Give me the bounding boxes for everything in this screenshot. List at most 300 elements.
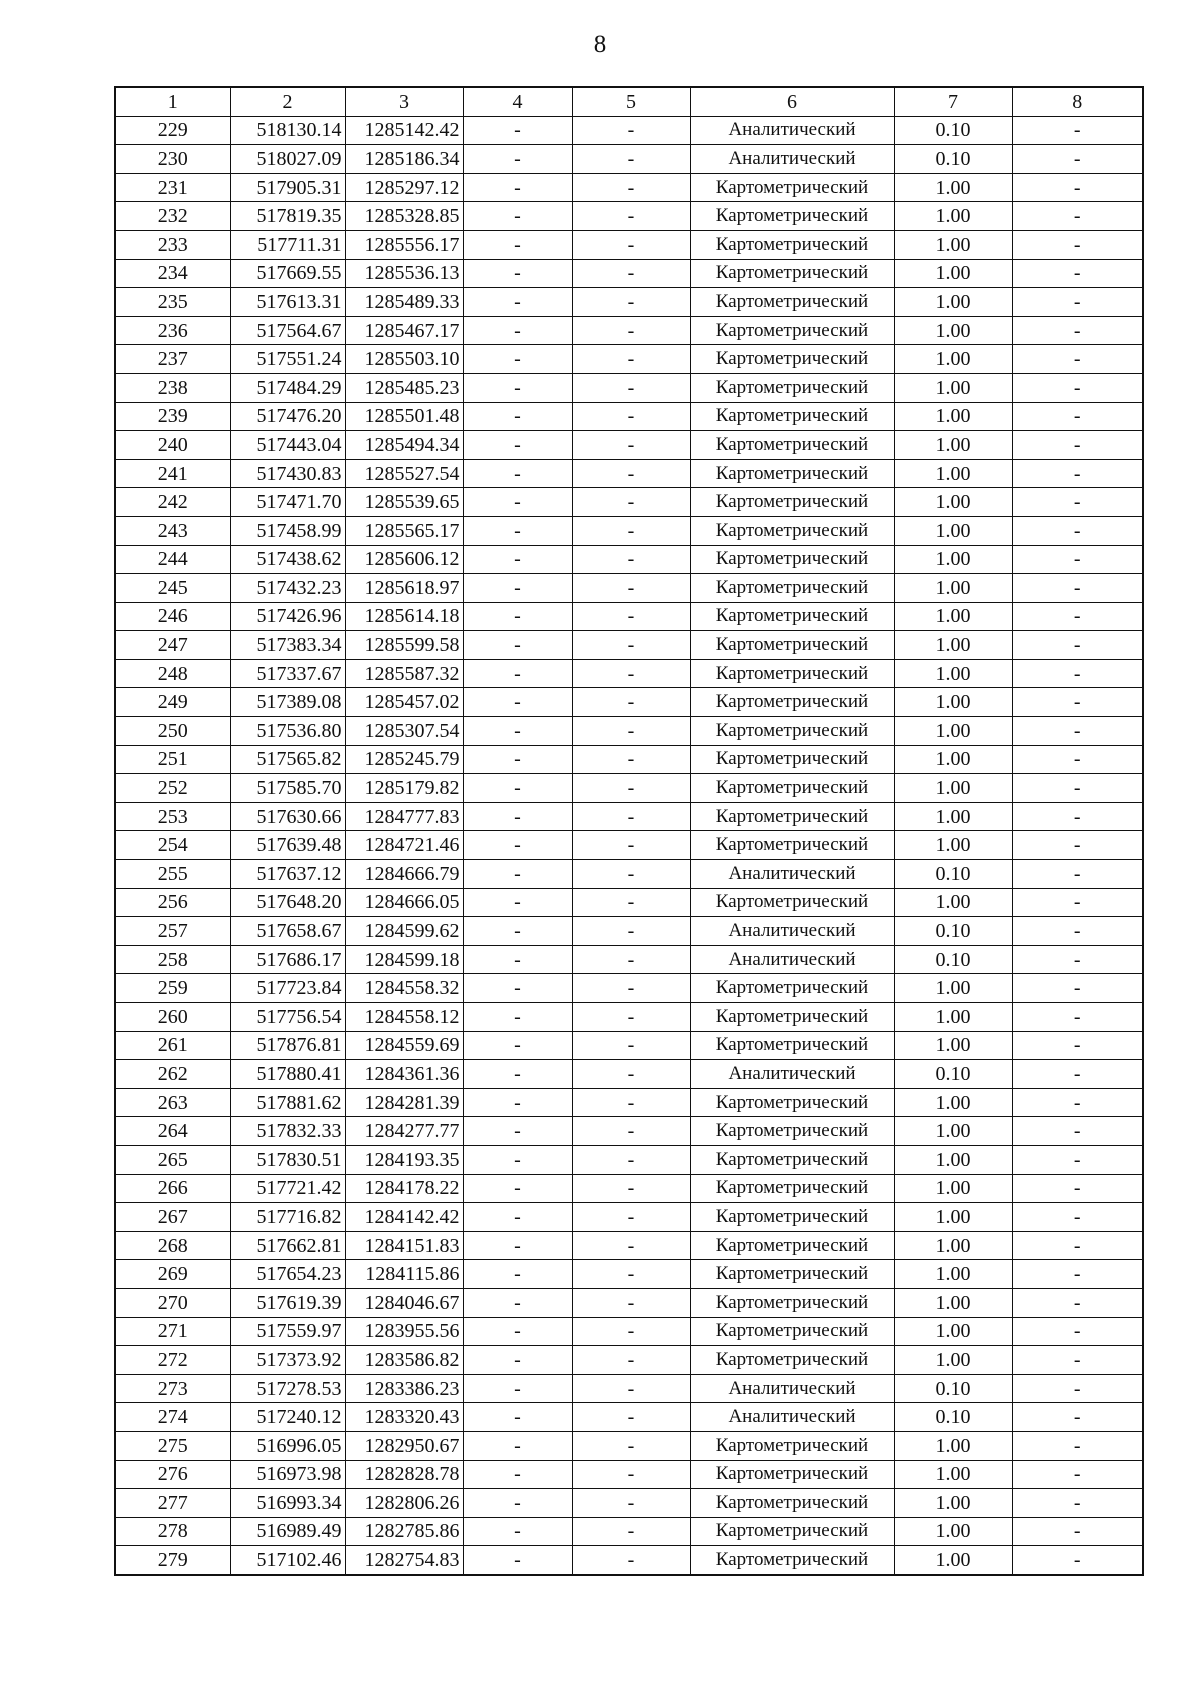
accuracy-cell: 1.00 bbox=[894, 802, 1012, 831]
accuracy-cell: 0.10 bbox=[894, 945, 1012, 974]
point-number-cell: 274 bbox=[115, 1403, 230, 1432]
method-cell: Картометрический bbox=[690, 1145, 894, 1174]
column-5-cell: - bbox=[572, 545, 690, 574]
table-row bbox=[115, 1117, 1143, 1146]
accuracy-cell: 0.10 bbox=[894, 116, 1012, 145]
method-cell: Картометрический bbox=[690, 888, 894, 917]
table-row bbox=[115, 1174, 1143, 1203]
method-cell: Картометрический bbox=[690, 574, 894, 603]
y-coordinate-cell: 1284277.77 bbox=[345, 1117, 463, 1146]
point-number-cell: 279 bbox=[115, 1546, 230, 1575]
point-number-cell: 230 bbox=[115, 145, 230, 174]
point-number-cell: 247 bbox=[115, 631, 230, 660]
method-cell: Картометрический bbox=[690, 316, 894, 345]
accuracy-cell: 1.00 bbox=[894, 402, 1012, 431]
column-header: 4 bbox=[463, 87, 572, 116]
table-row bbox=[115, 1460, 1143, 1489]
method-cell: Картометрический bbox=[690, 459, 894, 488]
method-cell: Аналитический bbox=[690, 1374, 894, 1403]
column-4-cell: - bbox=[463, 345, 572, 374]
point-number-cell: 237 bbox=[115, 345, 230, 374]
point-number-cell: 258 bbox=[115, 945, 230, 974]
column-4-cell: - bbox=[463, 373, 572, 402]
y-coordinate-cell: 1285142.42 bbox=[345, 116, 463, 145]
method-cell: Картометрический bbox=[690, 717, 894, 746]
column-8-cell: - bbox=[1012, 173, 1143, 202]
column-8-cell: - bbox=[1012, 1517, 1143, 1546]
column-5-cell: - bbox=[572, 1317, 690, 1346]
point-number-cell: 244 bbox=[115, 545, 230, 574]
header-row bbox=[115, 87, 1143, 116]
x-coordinate-cell: 517484.29 bbox=[230, 373, 345, 402]
column-5-cell: - bbox=[572, 745, 690, 774]
x-coordinate-cell: 517389.08 bbox=[230, 688, 345, 717]
x-coordinate-cell: 517458.99 bbox=[230, 516, 345, 545]
method-cell: Картометрический bbox=[690, 1203, 894, 1232]
column-4-cell: - bbox=[463, 1203, 572, 1232]
column-8-cell: - bbox=[1012, 1003, 1143, 1032]
column-8-cell: - bbox=[1012, 974, 1143, 1003]
column-8-cell: - bbox=[1012, 402, 1143, 431]
accuracy-cell: 1.00 bbox=[894, 1117, 1012, 1146]
column-4-cell: - bbox=[463, 516, 572, 545]
accuracy-cell: 1.00 bbox=[894, 659, 1012, 688]
y-coordinate-cell: 1285565.17 bbox=[345, 516, 463, 545]
method-cell: Аналитический bbox=[690, 945, 894, 974]
column-8-cell: - bbox=[1012, 1546, 1143, 1575]
column-4-cell: - bbox=[463, 1088, 572, 1117]
accuracy-cell: 1.00 bbox=[894, 1460, 1012, 1489]
table-row bbox=[115, 1346, 1143, 1375]
method-cell: Аналитический bbox=[690, 116, 894, 145]
accuracy-cell: 1.00 bbox=[894, 316, 1012, 345]
table-row bbox=[115, 516, 1143, 545]
column-4-cell: - bbox=[463, 1546, 572, 1575]
x-coordinate-cell: 517881.62 bbox=[230, 1088, 345, 1117]
method-cell: Картометрический bbox=[690, 1031, 894, 1060]
column-4-cell: - bbox=[463, 1403, 572, 1432]
column-8-cell: - bbox=[1012, 831, 1143, 860]
column-8-cell: - bbox=[1012, 1088, 1143, 1117]
y-coordinate-cell: 1285606.12 bbox=[345, 545, 463, 574]
accuracy-cell: 1.00 bbox=[894, 974, 1012, 1003]
column-header: 3 bbox=[345, 87, 463, 116]
column-5-cell: - bbox=[572, 316, 690, 345]
column-4-cell: - bbox=[463, 1489, 572, 1518]
column-8-cell: - bbox=[1012, 1460, 1143, 1489]
column-4-cell: - bbox=[463, 888, 572, 917]
table-row bbox=[115, 1145, 1143, 1174]
x-coordinate-cell: 517432.23 bbox=[230, 574, 345, 603]
x-coordinate-cell: 517471.70 bbox=[230, 488, 345, 517]
y-coordinate-cell: 1284115.86 bbox=[345, 1260, 463, 1289]
table-row bbox=[115, 1546, 1143, 1575]
x-coordinate-cell: 517613.31 bbox=[230, 288, 345, 317]
point-number-cell: 245 bbox=[115, 574, 230, 603]
column-4-cell: - bbox=[463, 1145, 572, 1174]
x-coordinate-cell: 517711.31 bbox=[230, 230, 345, 259]
column-4-cell: - bbox=[463, 1288, 572, 1317]
column-8-cell: - bbox=[1012, 288, 1143, 317]
accuracy-cell: 1.00 bbox=[894, 602, 1012, 631]
table-row bbox=[115, 974, 1143, 1003]
y-coordinate-cell: 1282950.67 bbox=[345, 1431, 463, 1460]
y-coordinate-cell: 1284666.79 bbox=[345, 860, 463, 889]
accuracy-cell: 1.00 bbox=[894, 288, 1012, 317]
method-cell: Картометрический bbox=[690, 202, 894, 231]
column-8-cell: - bbox=[1012, 431, 1143, 460]
accuracy-cell: 1.00 bbox=[894, 202, 1012, 231]
table-row bbox=[115, 345, 1143, 374]
y-coordinate-cell: 1284361.36 bbox=[345, 1060, 463, 1089]
x-coordinate-cell: 517686.17 bbox=[230, 945, 345, 974]
x-coordinate-cell: 516973.98 bbox=[230, 1460, 345, 1489]
column-header: 6 bbox=[690, 87, 894, 116]
table-row bbox=[115, 945, 1143, 974]
point-number-cell: 242 bbox=[115, 488, 230, 517]
accuracy-cell: 1.00 bbox=[894, 888, 1012, 917]
y-coordinate-cell: 1284599.18 bbox=[345, 945, 463, 974]
y-coordinate-cell: 1284558.32 bbox=[345, 974, 463, 1003]
table-row bbox=[115, 173, 1143, 202]
x-coordinate-cell: 517551.24 bbox=[230, 345, 345, 374]
accuracy-cell: 0.10 bbox=[894, 1060, 1012, 1089]
column-4-cell: - bbox=[463, 860, 572, 889]
method-cell: Картометрический bbox=[690, 345, 894, 374]
y-coordinate-cell: 1283586.82 bbox=[345, 1346, 463, 1375]
column-8-cell: - bbox=[1012, 945, 1143, 974]
point-number-cell: 249 bbox=[115, 688, 230, 717]
y-coordinate-cell: 1284281.39 bbox=[345, 1088, 463, 1117]
column-8-cell: - bbox=[1012, 1489, 1143, 1518]
column-8-cell: - bbox=[1012, 1117, 1143, 1146]
accuracy-cell: 0.10 bbox=[894, 917, 1012, 946]
column-4-cell: - bbox=[463, 1431, 572, 1460]
x-coordinate-cell: 517830.51 bbox=[230, 1145, 345, 1174]
accuracy-cell: 1.00 bbox=[894, 574, 1012, 603]
point-number-cell: 256 bbox=[115, 888, 230, 917]
y-coordinate-cell: 1285599.58 bbox=[345, 631, 463, 660]
accuracy-cell: 1.00 bbox=[894, 459, 1012, 488]
column-8-cell: - bbox=[1012, 1060, 1143, 1089]
column-5-cell: - bbox=[572, 1403, 690, 1432]
method-cell: Картометрический bbox=[690, 373, 894, 402]
x-coordinate-cell: 517426.96 bbox=[230, 602, 345, 631]
column-8-cell: - bbox=[1012, 373, 1143, 402]
method-cell: Аналитический bbox=[690, 1060, 894, 1089]
column-8-cell: - bbox=[1012, 1174, 1143, 1203]
y-coordinate-cell: 1285328.85 bbox=[345, 202, 463, 231]
method-cell: Картометрический bbox=[690, 230, 894, 259]
y-coordinate-cell: 1284193.35 bbox=[345, 1145, 463, 1174]
column-8-cell: - bbox=[1012, 1231, 1143, 1260]
accuracy-cell: 1.00 bbox=[894, 545, 1012, 574]
column-5-cell: - bbox=[572, 1003, 690, 1032]
y-coordinate-cell: 1284777.83 bbox=[345, 802, 463, 831]
accuracy-cell: 1.00 bbox=[894, 488, 1012, 517]
y-coordinate-cell: 1285556.17 bbox=[345, 230, 463, 259]
column-8-cell: - bbox=[1012, 545, 1143, 574]
column-5-cell: - bbox=[572, 145, 690, 174]
accuracy-cell: 1.00 bbox=[894, 1346, 1012, 1375]
column-5-cell: - bbox=[572, 1260, 690, 1289]
y-coordinate-cell: 1282828.78 bbox=[345, 1460, 463, 1489]
accuracy-cell: 1.00 bbox=[894, 431, 1012, 460]
column-5-cell: - bbox=[572, 1145, 690, 1174]
x-coordinate-cell: 517716.82 bbox=[230, 1203, 345, 1232]
method-cell: Картометрический bbox=[690, 1088, 894, 1117]
column-8-cell: - bbox=[1012, 917, 1143, 946]
method-cell: Картометрический bbox=[690, 1260, 894, 1289]
column-4-cell: - bbox=[463, 488, 572, 517]
column-4-cell: - bbox=[463, 717, 572, 746]
table-row bbox=[115, 545, 1143, 574]
x-coordinate-cell: 517658.67 bbox=[230, 917, 345, 946]
y-coordinate-cell: 1283386.23 bbox=[345, 1374, 463, 1403]
accuracy-cell: 1.00 bbox=[894, 230, 1012, 259]
point-number-cell: 252 bbox=[115, 774, 230, 803]
column-4-cell: - bbox=[463, 459, 572, 488]
column-8-cell: - bbox=[1012, 745, 1143, 774]
y-coordinate-cell: 1285297.12 bbox=[345, 173, 463, 202]
accuracy-cell: 1.00 bbox=[894, 1174, 1012, 1203]
x-coordinate-cell: 517240.12 bbox=[230, 1403, 345, 1432]
accuracy-cell: 1.00 bbox=[894, 1145, 1012, 1174]
column-8-cell: - bbox=[1012, 202, 1143, 231]
method-cell: Картометрический bbox=[690, 1346, 894, 1375]
y-coordinate-cell: 1285618.97 bbox=[345, 574, 463, 603]
column-4-cell: - bbox=[463, 1060, 572, 1089]
column-5-cell: - bbox=[572, 488, 690, 517]
y-coordinate-cell: 1285501.48 bbox=[345, 402, 463, 431]
column-4-cell: - bbox=[463, 1231, 572, 1260]
point-number-cell: 241 bbox=[115, 459, 230, 488]
column-8-cell: - bbox=[1012, 860, 1143, 889]
column-5-cell: - bbox=[572, 1517, 690, 1546]
column-5-cell: - bbox=[572, 945, 690, 974]
column-4-cell: - bbox=[463, 574, 572, 603]
column-4-cell: - bbox=[463, 631, 572, 660]
point-number-cell: 243 bbox=[115, 516, 230, 545]
column-header: 8 bbox=[1012, 87, 1143, 116]
point-number-cell: 259 bbox=[115, 974, 230, 1003]
column-8-cell: - bbox=[1012, 1260, 1143, 1289]
point-number-cell: 232 bbox=[115, 202, 230, 231]
column-5-cell: - bbox=[572, 774, 690, 803]
point-number-cell: 269 bbox=[115, 1260, 230, 1289]
point-number-cell: 272 bbox=[115, 1346, 230, 1375]
method-cell: Картометрический bbox=[690, 173, 894, 202]
column-5-cell: - bbox=[572, 1460, 690, 1489]
x-coordinate-cell: 517337.67 bbox=[230, 659, 345, 688]
table-row bbox=[115, 373, 1143, 402]
x-coordinate-cell: 517756.54 bbox=[230, 1003, 345, 1032]
column-5-cell: - bbox=[572, 917, 690, 946]
accuracy-cell: 1.00 bbox=[894, 516, 1012, 545]
x-coordinate-cell: 518130.14 bbox=[230, 116, 345, 145]
accuracy-cell: 1.00 bbox=[894, 1031, 1012, 1060]
column-5-cell: - bbox=[572, 688, 690, 717]
x-coordinate-cell: 517723.84 bbox=[230, 974, 345, 1003]
column-8-cell: - bbox=[1012, 1288, 1143, 1317]
accuracy-cell: 0.10 bbox=[894, 860, 1012, 889]
x-coordinate-cell: 517373.92 bbox=[230, 1346, 345, 1375]
column-4-cell: - bbox=[463, 431, 572, 460]
column-5-cell: - bbox=[572, 1203, 690, 1232]
column-5-cell: - bbox=[572, 459, 690, 488]
y-coordinate-cell: 1284559.69 bbox=[345, 1031, 463, 1060]
x-coordinate-cell: 517832.33 bbox=[230, 1117, 345, 1146]
x-coordinate-cell: 517639.48 bbox=[230, 831, 345, 860]
column-5-cell: - bbox=[572, 202, 690, 231]
column-5-cell: - bbox=[572, 259, 690, 288]
table-row bbox=[115, 1203, 1143, 1232]
column-8-cell: - bbox=[1012, 459, 1143, 488]
x-coordinate-cell: 516989.49 bbox=[230, 1517, 345, 1546]
column-5-cell: - bbox=[572, 1088, 690, 1117]
table-body bbox=[115, 116, 1143, 1575]
column-header: 1 bbox=[115, 87, 230, 116]
y-coordinate-cell: 1285457.02 bbox=[345, 688, 463, 717]
column-5-cell: - bbox=[572, 659, 690, 688]
accuracy-cell: 1.00 bbox=[894, 259, 1012, 288]
y-coordinate-cell: 1285489.33 bbox=[345, 288, 463, 317]
table-row bbox=[115, 288, 1143, 317]
accuracy-cell: 0.10 bbox=[894, 145, 1012, 174]
x-coordinate-cell: 517278.53 bbox=[230, 1374, 345, 1403]
method-cell: Картометрический bbox=[690, 631, 894, 660]
column-4-cell: - bbox=[463, 116, 572, 145]
method-cell: Картометрический bbox=[690, 1431, 894, 1460]
column-5-cell: - bbox=[572, 831, 690, 860]
y-coordinate-cell: 1283955.56 bbox=[345, 1317, 463, 1346]
column-8-cell: - bbox=[1012, 888, 1143, 917]
x-coordinate-cell: 517559.97 bbox=[230, 1317, 345, 1346]
y-coordinate-cell: 1282785.86 bbox=[345, 1517, 463, 1546]
method-cell: Картометрический bbox=[690, 431, 894, 460]
accuracy-cell: 1.00 bbox=[894, 1231, 1012, 1260]
accuracy-cell: 1.00 bbox=[894, 745, 1012, 774]
column-4-cell: - bbox=[463, 1460, 572, 1489]
table-header bbox=[115, 87, 1143, 116]
table-row bbox=[115, 1288, 1143, 1317]
y-coordinate-cell: 1285245.79 bbox=[345, 745, 463, 774]
table-row bbox=[115, 1060, 1143, 1089]
y-coordinate-cell: 1285527.54 bbox=[345, 459, 463, 488]
point-number-cell: 250 bbox=[115, 717, 230, 746]
column-8-cell: - bbox=[1012, 345, 1143, 374]
accuracy-cell: 0.10 bbox=[894, 1403, 1012, 1432]
accuracy-cell: 1.00 bbox=[894, 1546, 1012, 1575]
accuracy-cell: 1.00 bbox=[894, 717, 1012, 746]
x-coordinate-cell: 517430.83 bbox=[230, 459, 345, 488]
table-row bbox=[115, 230, 1143, 259]
column-4-cell: - bbox=[463, 145, 572, 174]
accuracy-cell: 1.00 bbox=[894, 1317, 1012, 1346]
column-4-cell: - bbox=[463, 659, 572, 688]
table-row bbox=[115, 1317, 1143, 1346]
column-8-cell: - bbox=[1012, 574, 1143, 603]
table-row bbox=[115, 1031, 1143, 1060]
y-coordinate-cell: 1284046.67 bbox=[345, 1288, 463, 1317]
column-4-cell: - bbox=[463, 831, 572, 860]
column-5-cell: - bbox=[572, 431, 690, 460]
y-coordinate-cell: 1285307.54 bbox=[345, 717, 463, 746]
column-4-cell: - bbox=[463, 1003, 572, 1032]
point-number-cell: 231 bbox=[115, 173, 230, 202]
x-coordinate-cell: 517585.70 bbox=[230, 774, 345, 803]
column-8-cell: - bbox=[1012, 259, 1143, 288]
column-4-cell: - bbox=[463, 974, 572, 1003]
column-header: 5 bbox=[572, 87, 690, 116]
column-8-cell: - bbox=[1012, 802, 1143, 831]
column-5-cell: - bbox=[572, 1060, 690, 1089]
point-number-cell: 257 bbox=[115, 917, 230, 946]
column-5-cell: - bbox=[572, 802, 690, 831]
column-header: 2 bbox=[230, 87, 345, 116]
column-header: 7 bbox=[894, 87, 1012, 116]
y-coordinate-cell: 1285179.82 bbox=[345, 774, 463, 803]
accuracy-cell: 1.00 bbox=[894, 373, 1012, 402]
column-4-cell: - bbox=[463, 774, 572, 803]
column-4-cell: - bbox=[463, 688, 572, 717]
column-4-cell: - bbox=[463, 230, 572, 259]
accuracy-cell: 1.00 bbox=[894, 345, 1012, 374]
table-row bbox=[115, 202, 1143, 231]
x-coordinate-cell: 516993.34 bbox=[230, 1489, 345, 1518]
method-cell: Аналитический bbox=[690, 145, 894, 174]
method-cell: Картометрический bbox=[690, 288, 894, 317]
method-cell: Картометрический bbox=[690, 545, 894, 574]
x-coordinate-cell: 517565.82 bbox=[230, 745, 345, 774]
column-5-cell: - bbox=[572, 717, 690, 746]
point-number-cell: 236 bbox=[115, 316, 230, 345]
table-row bbox=[115, 1489, 1143, 1518]
point-number-cell: 270 bbox=[115, 1288, 230, 1317]
point-number-cell: 273 bbox=[115, 1374, 230, 1403]
column-5-cell: - bbox=[572, 516, 690, 545]
column-4-cell: - bbox=[463, 945, 572, 974]
column-5-cell: - bbox=[572, 116, 690, 145]
point-number-cell: 267 bbox=[115, 1203, 230, 1232]
x-coordinate-cell: 517819.35 bbox=[230, 202, 345, 231]
table-row bbox=[115, 459, 1143, 488]
column-4-cell: - bbox=[463, 202, 572, 231]
method-cell: Картометрический bbox=[690, 1460, 894, 1489]
column-4-cell: - bbox=[463, 316, 572, 345]
column-5-cell: - bbox=[572, 602, 690, 631]
table-row bbox=[115, 1403, 1143, 1432]
x-coordinate-cell: 517721.42 bbox=[230, 1174, 345, 1203]
point-number-cell: 260 bbox=[115, 1003, 230, 1032]
column-4-cell: - bbox=[463, 1317, 572, 1346]
table-row bbox=[115, 1088, 1143, 1117]
table-row bbox=[115, 116, 1143, 145]
column-8-cell: - bbox=[1012, 1374, 1143, 1403]
column-5-cell: - bbox=[572, 288, 690, 317]
table-row bbox=[115, 488, 1143, 517]
method-cell: Картометрический bbox=[690, 1231, 894, 1260]
column-8-cell: - bbox=[1012, 488, 1143, 517]
column-8-cell: - bbox=[1012, 631, 1143, 660]
column-8-cell: - bbox=[1012, 1203, 1143, 1232]
column-5-cell: - bbox=[572, 574, 690, 603]
method-cell: Аналитический bbox=[690, 917, 894, 946]
x-coordinate-cell: 517619.39 bbox=[230, 1288, 345, 1317]
x-coordinate-cell: 517383.34 bbox=[230, 631, 345, 660]
column-4-cell: - bbox=[463, 402, 572, 431]
method-cell: Картометрический bbox=[690, 1546, 894, 1575]
